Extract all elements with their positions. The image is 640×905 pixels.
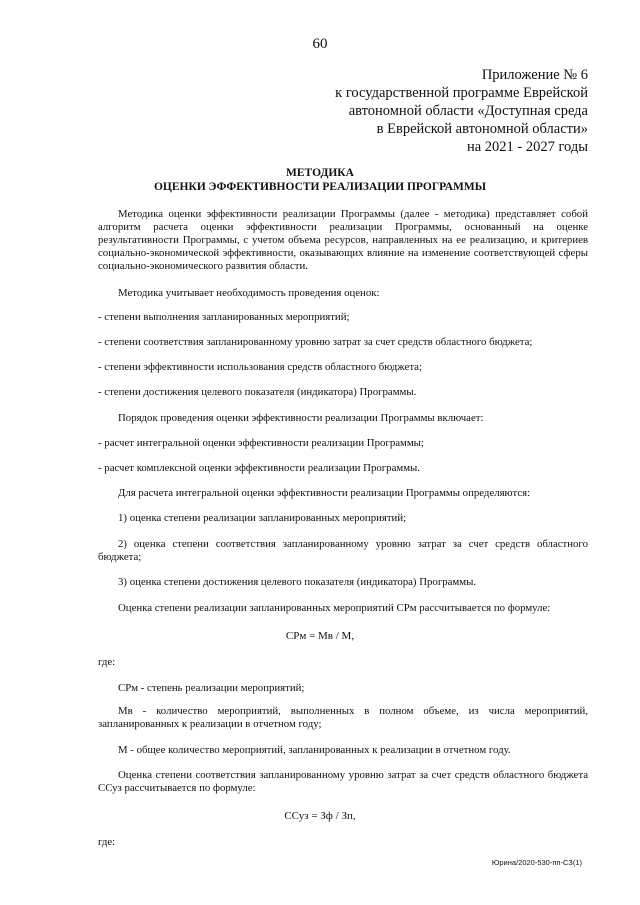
page-number: 60 <box>312 36 328 52</box>
appendix-line: на 2021 - 2027 годы <box>466 139 588 155</box>
paragraph: Оценка степени соответствия запланированному уровню затрат за счет средств областного бюджета ССуз рассчитывается по формуле: <box>98 769 588 794</box>
list-item: - степени выполнения запланированных мероприятий; <box>98 311 350 323</box>
footer-reference: Юрина/2020-530-пп-СЗ(1) <box>491 858 582 867</box>
where-label: где: <box>98 656 116 668</box>
list-item: - степени достижения целевого показателя (индикатора) Программы. <box>98 386 417 398</box>
document-title <box>0 166 640 194</box>
definition: М - общее количество мероприятий, запланированных к реализации в отчетном году. <box>118 744 511 756</box>
list-item: - расчет интегральной оценки эффективности реализации Программы; <box>98 437 424 449</box>
appendix-header <box>248 66 588 156</box>
list-item: - расчет комплексной оценки эффективности реализации Программы. <box>98 462 420 474</box>
list-item: - степени эффективности использования средств областного бюджета; <box>98 361 422 373</box>
list-item: 3) оценка степени достижения целевого показателя (индикатора) Программы. <box>118 576 477 588</box>
definition: Мв - количество мероприятий, выполненных в полном объеме, из числа мероприятий, запланированных к реализации в отчетном году; <box>98 705 588 730</box>
list-item: - степени соответствия запланированному уровню затрат за счет средств областного бюджета; <box>98 336 533 348</box>
formula: ССуз = Зф / Зп, <box>284 810 356 822</box>
appendix-line: в Еврейской автономной области» <box>376 121 588 137</box>
paragraph: Порядок проведения оценки эффективности реализации Программы включает: <box>118 412 484 424</box>
list-item: 2) оценка степени соответствия запланированному уровню затрат за счет средств областного бюджета; <box>98 538 588 563</box>
formula: СРм = Мв / М, <box>285 630 355 642</box>
appendix-line: автономной области «Доступная среда <box>348 103 588 119</box>
title-line: ОЦЕНКИ ЭФФЕКТИВНОСТИ РЕАЛИЗАЦИИ ПРОГРАММЫ <box>153 181 487 193</box>
where-label: где: <box>98 836 116 848</box>
list-item: 1) оценка степени реализации запланированных мероприятий; <box>118 512 407 524</box>
title-line: МЕТОДИКА <box>286 167 354 179</box>
paragraph: Для расчета интегральной оценки эффективности реализации Программы определяются: <box>118 487 531 499</box>
intro-paragraph: Методика оценки эффективности реализации Программы (далее - методика) представляет собой алгоритм расчета оценки эффективности реализации Программы, основанный на оценке результативности Программы, с учетом объема ресурсов, направленных на ее реализацию, и критериев социально-экономической эффективности, оказывающих влияние на изменение соответствующей сферы социально-экономического развития области. <box>98 208 588 272</box>
definition: СРм - степень реализации мероприятий; <box>118 682 305 694</box>
appendix-line: к государственной программе Еврейской <box>335 85 588 101</box>
appendix-line: Приложение № 6 <box>481 67 588 83</box>
paragraph: Оценка степени реализации запланированных мероприятий СРм рассчитывается по формуле: <box>118 602 551 614</box>
paragraph: Методика учитывает необходимость проведения оценок: <box>118 287 380 299</box>
